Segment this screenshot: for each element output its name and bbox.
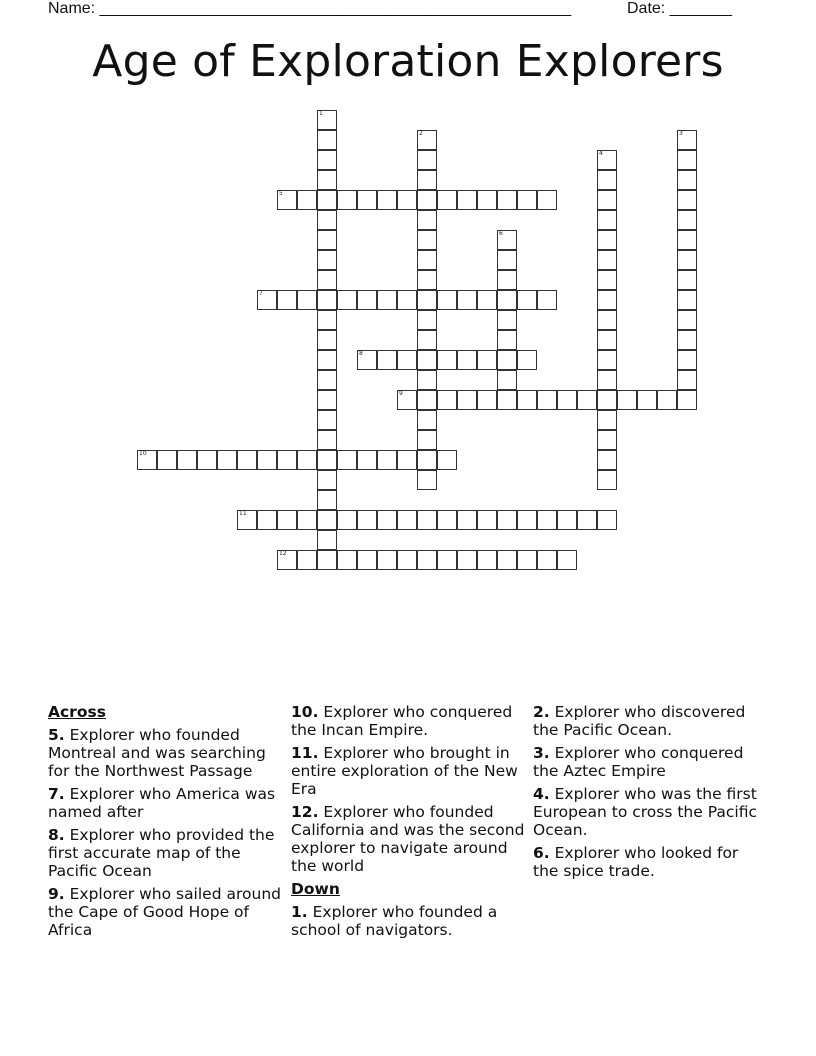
grid-cell[interactable]	[437, 190, 457, 210]
grid-cell[interactable]	[337, 510, 357, 530]
grid-cell[interactable]	[397, 190, 417, 210]
grid-cell[interactable]	[337, 550, 357, 570]
grid-cell[interactable]	[297, 290, 317, 310]
grid-cell[interactable]	[357, 290, 377, 310]
clue-text: Explorer who provided the first accurate map of the Pacific Ocean	[48, 826, 275, 880]
grid-cell[interactable]	[417, 150, 437, 170]
grid-cell[interactable]	[677, 210, 697, 230]
grid-cell[interactable]	[597, 190, 617, 210]
grid-cell[interactable]	[317, 150, 337, 170]
clue-number-label: 4	[599, 150, 603, 157]
clue-number: 11.	[291, 744, 319, 762]
grid-cell[interactable]	[417, 550, 437, 570]
grid-cell[interactable]	[597, 270, 617, 290]
grid-cell[interactable]	[477, 550, 497, 570]
down-clue	[533, 703, 768, 739]
clue-number: 4.	[533, 785, 550, 803]
name-field-label: Name: _____________________________________________________	[48, 0, 572, 17]
grid-cell[interactable]	[517, 350, 537, 370]
across-clue	[48, 826, 286, 880]
grid-cell[interactable]	[437, 390, 457, 410]
down-clue	[533, 844, 768, 880]
grid-cell[interactable]	[317, 230, 337, 250]
grid-cell[interactable]	[317, 210, 337, 230]
grid-cell[interactable]	[597, 210, 617, 230]
grid-cell[interactable]	[357, 550, 377, 570]
clue-number: 12.	[291, 803, 319, 821]
grid-cell[interactable]	[417, 190, 437, 210]
grid-cell[interactable]	[317, 330, 337, 350]
grid-cell[interactable]	[517, 550, 537, 570]
grid-cell[interactable]	[477, 350, 497, 370]
grid-cell[interactable]	[537, 550, 557, 570]
grid-cell[interactable]	[417, 410, 437, 430]
grid-cell[interactable]	[137, 450, 157, 470]
grid-cell[interactable]	[257, 510, 277, 530]
grid-cell[interactable]	[537, 510, 557, 530]
grid-cell[interactable]	[457, 510, 477, 530]
grid-cell[interactable]	[417, 290, 437, 310]
grid-cell[interactable]	[397, 290, 417, 310]
clue-number: 8.	[48, 826, 65, 844]
grid-cell[interactable]	[157, 450, 177, 470]
grid-cell[interactable]	[397, 390, 417, 410]
grid-cell[interactable]	[497, 510, 517, 530]
grid-cell[interactable]	[217, 450, 237, 470]
clue-text: Explorer who founded California and was the second explorer to navigate around the world	[291, 803, 525, 875]
grid-cell[interactable]	[557, 510, 577, 530]
grid-cell[interactable]	[477, 290, 497, 310]
grid-cell[interactable]	[417, 470, 437, 490]
grid-cell[interactable]	[497, 350, 517, 370]
clues-column-1	[48, 703, 286, 944]
grid-cell[interactable]	[277, 290, 297, 310]
grid-cell[interactable]	[277, 550, 297, 570]
grid-cell[interactable]	[677, 130, 697, 150]
grid-cell[interactable]	[317, 250, 337, 270]
grid-cell[interactable]	[597, 370, 617, 390]
down-clue	[533, 785, 768, 839]
grid-cell[interactable]	[417, 330, 437, 350]
grid-cell[interactable]	[557, 390, 577, 410]
grid-cell[interactable]	[417, 510, 437, 530]
grid-cell[interactable]	[457, 350, 477, 370]
page-title: Age of Exploration Explorers	[92, 36, 724, 87]
grid-cell[interactable]	[337, 290, 357, 310]
grid-cell[interactable]	[417, 250, 437, 270]
clue-number-label: 7	[259, 290, 263, 297]
grid-cell[interactable]	[597, 390, 617, 410]
grid-cell[interactable]	[297, 550, 317, 570]
grid-cell[interactable]	[677, 330, 697, 350]
grid-cell[interactable]	[497, 390, 517, 410]
grid-cell[interactable]	[277, 510, 297, 530]
grid-cell[interactable]	[317, 110, 337, 130]
grid-cell[interactable]	[657, 390, 677, 410]
grid-cell[interactable]	[337, 190, 357, 210]
grid-cell[interactable]	[417, 310, 437, 330]
grid-cell[interactable]	[677, 250, 697, 270]
grid-cell[interactable]	[417, 210, 437, 230]
grid-cell[interactable]	[517, 390, 537, 410]
grid-cell[interactable]	[437, 350, 457, 370]
clue-number-label: 2	[419, 130, 423, 137]
grid-cell[interactable]	[457, 390, 477, 410]
grid-cell[interactable]	[337, 450, 357, 470]
down-heading: Down	[291, 880, 340, 898]
grid-cell[interactable]	[597, 350, 617, 370]
grid-cell[interactable]	[297, 190, 317, 210]
grid-cell[interactable]	[577, 390, 597, 410]
grid-cell[interactable]	[537, 190, 557, 210]
across-heading: Across	[48, 703, 106, 721]
grid-cell[interactable]	[677, 350, 697, 370]
grid-cell[interactable]	[417, 430, 437, 450]
clue-number-label: 3	[679, 130, 683, 137]
grid-cell[interactable]	[477, 190, 497, 210]
grid-cell[interactable]	[297, 450, 317, 470]
grid-cell[interactable]	[457, 550, 477, 570]
clue-number: 1.	[291, 903, 308, 921]
clue-number-label: 1	[319, 110, 323, 117]
grid-cell[interactable]	[317, 470, 337, 490]
grid-cell[interactable]	[597, 450, 617, 470]
grid-cell[interactable]	[317, 390, 337, 410]
grid-cell[interactable]	[437, 550, 457, 570]
grid-cell[interactable]	[497, 270, 517, 290]
grid-cell[interactable]	[397, 350, 417, 370]
grid-cell[interactable]	[617, 390, 637, 410]
grid-cell[interactable]	[397, 550, 417, 570]
grid-cell[interactable]	[677, 150, 697, 170]
grid-cell[interactable]	[677, 190, 697, 210]
grid-cell[interactable]	[437, 450, 457, 470]
grid-cell[interactable]	[597, 310, 617, 330]
grid-cell[interactable]	[317, 530, 337, 550]
grid-cell[interactable]	[277, 450, 297, 470]
grid-cell[interactable]	[477, 510, 497, 530]
down-clue	[291, 903, 531, 939]
grid-cell[interactable]	[437, 510, 457, 530]
grid-cell[interactable]	[417, 270, 437, 290]
grid-cell[interactable]	[677, 270, 697, 290]
down-clue-list	[291, 903, 531, 939]
across-clue	[48, 785, 286, 821]
down-clue	[533, 744, 768, 780]
clue-number-label: 9	[399, 390, 403, 397]
clue-number: 7.	[48, 785, 65, 803]
clue-number-label: 8	[359, 350, 363, 357]
clue-number: 6.	[533, 844, 550, 862]
grid-cell[interactable]	[597, 430, 617, 450]
clue-number-label: 11	[239, 510, 247, 517]
grid-cell[interactable]	[417, 450, 437, 470]
grid-cell[interactable]	[357, 190, 377, 210]
grid-cell[interactable]	[417, 170, 437, 190]
grid-cell[interactable]	[457, 290, 477, 310]
grid-cell[interactable]	[457, 190, 477, 210]
clue-text: Explorer who founded Montreal and was searching for the Northwest Passage	[48, 726, 266, 780]
grid-cell[interactable]	[677, 310, 697, 330]
grid-cell[interactable]	[637, 390, 657, 410]
across-clue	[291, 803, 531, 875]
grid-cell[interactable]	[397, 510, 417, 530]
grid-cell[interactable]	[317, 290, 337, 310]
grid-cell[interactable]	[317, 370, 337, 390]
across-clue-list-cont	[291, 703, 531, 875]
grid-cell[interactable]	[497, 310, 517, 330]
grid-cell[interactable]	[377, 350, 397, 370]
grid-cell[interactable]	[317, 450, 337, 470]
clues-column-3	[533, 703, 768, 885]
grid-cell[interactable]	[597, 330, 617, 350]
grid-cell[interactable]	[377, 510, 397, 530]
across-clue-list	[48, 726, 286, 939]
grid-cell[interactable]	[317, 130, 337, 150]
grid-cell[interactable]	[277, 190, 297, 210]
grid-cell[interactable]	[377, 190, 397, 210]
clue-number-label: 6	[499, 230, 503, 237]
clue-number: 3.	[533, 744, 550, 762]
grid-cell[interactable]	[357, 350, 377, 370]
clue-text: Explorer who brought in entire exploration of the New Era	[291, 744, 518, 798]
grid-cell[interactable]	[297, 510, 317, 530]
grid-cell[interactable]	[497, 290, 517, 310]
grid-cell[interactable]	[237, 450, 257, 470]
clue-text: Explorer who conquered the Incan Empire.	[291, 703, 513, 739]
clue-number: 10.	[291, 703, 319, 721]
clue-text: Explorer who founded a school of navigators.	[291, 903, 498, 939]
clue-number: 9.	[48, 885, 65, 903]
grid-cell[interactable]	[677, 370, 697, 390]
grid-cell[interactable]	[597, 150, 617, 170]
grid-cell[interactable]	[677, 390, 697, 410]
clue-text: Explorer who was the first European to cross the Pacific Ocean.	[533, 785, 757, 839]
grid-cell[interactable]	[257, 450, 277, 470]
grid-cell[interactable]	[417, 390, 437, 410]
date-field-label: Date: _______	[627, 0, 732, 17]
grid-cell[interactable]	[497, 250, 517, 270]
grid-cell[interactable]	[417, 230, 437, 250]
clue-number: 5.	[48, 726, 65, 744]
grid-cell[interactable]	[317, 170, 337, 190]
grid-cell[interactable]	[417, 350, 437, 370]
grid-cell[interactable]	[377, 550, 397, 570]
grid-cell[interactable]	[317, 190, 337, 210]
grid-cell[interactable]	[417, 130, 437, 150]
across-clue	[48, 726, 286, 780]
grid-cell[interactable]	[397, 450, 417, 470]
grid-cell[interactable]	[317, 310, 337, 330]
grid-cell[interactable]	[597, 410, 617, 430]
grid-cell[interactable]	[497, 230, 517, 250]
grid-cell[interactable]	[177, 450, 197, 470]
clue-number-label: 5	[279, 190, 283, 197]
grid-cell[interactable]	[597, 250, 617, 270]
grid-cell[interactable]	[597, 290, 617, 310]
grid-cell[interactable]	[597, 230, 617, 250]
grid-cell[interactable]	[577, 510, 597, 530]
grid-cell[interactable]	[477, 390, 497, 410]
clue-text: Explorer who conquered the Aztec Empire	[533, 744, 744, 780]
across-clue	[48, 885, 286, 939]
grid-cell[interactable]	[517, 510, 537, 530]
clue-text: Explorer who sailed around the Cape of Good Hope of Africa	[48, 885, 281, 939]
across-clue	[291, 703, 531, 739]
grid-cell[interactable]	[357, 450, 377, 470]
grid-cell[interactable]	[317, 350, 337, 370]
down-clue-list-cont	[533, 703, 768, 880]
clue-text: Explorer who looked for the spice trade.	[533, 844, 739, 880]
grid-cell[interactable]	[317, 270, 337, 290]
grid-cell[interactable]	[377, 450, 397, 470]
grid-cell[interactable]	[497, 550, 517, 570]
clue-number: 2.	[533, 703, 550, 721]
across-clue	[291, 744, 531, 798]
grid-cell[interactable]	[597, 470, 617, 490]
grid-cell[interactable]	[517, 290, 537, 310]
grid-cell[interactable]	[597, 170, 617, 190]
grid-cell[interactable]	[497, 330, 517, 350]
grid-cell[interactable]	[317, 550, 337, 570]
grid-cell[interactable]	[537, 390, 557, 410]
grid-cell[interactable]	[517, 190, 537, 210]
grid-cell[interactable]	[197, 450, 217, 470]
grid-cell[interactable]	[497, 190, 517, 210]
grid-cell[interactable]	[357, 510, 377, 530]
grid-cell[interactable]	[497, 370, 517, 390]
grid-cell[interactable]	[597, 510, 617, 530]
grid-cell[interactable]	[237, 510, 257, 530]
clue-number-label: 10	[139, 450, 147, 457]
clue-number-label: 12	[279, 550, 287, 557]
clues-column-2	[291, 703, 531, 944]
grid-cell[interactable]	[557, 550, 577, 570]
grid-cell[interactable]	[317, 430, 337, 450]
grid-cell[interactable]	[537, 290, 557, 310]
clue-text: Explorer who America was named after	[48, 785, 276, 821]
grid-cell[interactable]	[317, 410, 337, 430]
grid-cell[interactable]	[677, 170, 697, 190]
clue-text: Explorer who discovered the Pacific Ocean.	[533, 703, 746, 739]
grid-cell[interactable]	[317, 490, 337, 510]
grid-cell[interactable]	[377, 290, 397, 310]
grid-cell[interactable]	[417, 370, 437, 390]
grid-cell[interactable]	[257, 290, 277, 310]
grid-cell[interactable]	[437, 290, 457, 310]
grid-cell[interactable]	[677, 230, 697, 250]
grid-cell[interactable]	[317, 510, 337, 530]
grid-cell[interactable]	[677, 290, 697, 310]
